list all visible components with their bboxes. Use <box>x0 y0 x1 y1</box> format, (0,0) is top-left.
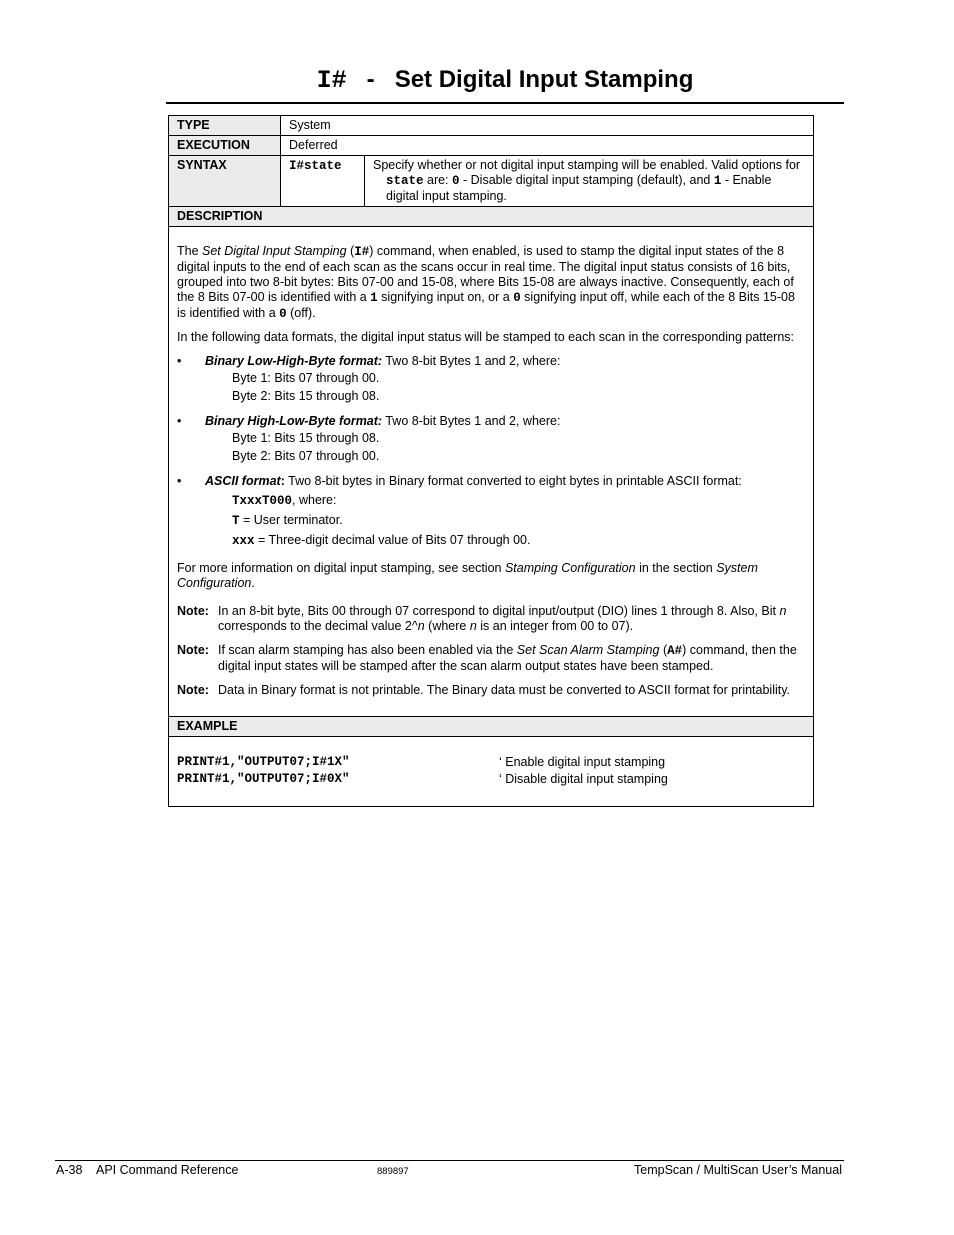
type-label: TYPE <box>169 116 281 136</box>
inline-code: A# <box>667 644 683 658</box>
example-comment: ‘ Enable digital input stamping <box>499 755 666 769</box>
inline-code: T <box>232 514 240 528</box>
example-line <box>177 771 805 788</box>
bullet-sub-line: Byte 1: Bits 07 through 00. <box>232 371 380 385</box>
text-italic: n <box>469 619 477 633</box>
bullet-marker: • <box>177 474 182 488</box>
text-italic: System Configuration <box>177 561 758 590</box>
example-header-row <box>169 717 814 737</box>
syntax-desc-code: 1 <box>713 174 722 188</box>
command-spec-table <box>168 115 814 807</box>
footer-manual-title: TempScan / MultiScan User’s Manual <box>634 1163 842 1177</box>
title-rule <box>166 102 844 104</box>
text: ( <box>346 244 355 258</box>
syntax-description <box>365 156 814 207</box>
syntax-label: SYNTAX <box>169 156 281 207</box>
note <box>177 683 805 698</box>
page-title <box>166 66 844 95</box>
bullet-sub-line: Byte 2: Bits 15 through 08. <box>232 388 380 403</box>
text: If scan alarm stamping has also been enabled via the <box>218 643 517 657</box>
text: For more information on digital input stamping, see section <box>177 561 505 575</box>
example-code: PRINT#1,"OUTPUT07;I#1X" <box>177 755 350 769</box>
text: In an 8-bit byte, Bits 00 through 07 correspond to digital input/output (DIO) lines 1 through 8. Also, Bit <box>218 604 780 618</box>
inline-code: 0 <box>279 307 287 321</box>
text: ) command, when enabled, is used to stamp the digital input states of the 8 digital inputs to the end of each scan as the scans occur in real time. The digital input status consists of 16 bits, grouped into two 8-bit bytes: Bits 07-00 and 15-08, where Bits 15-08 are always inactive. Consequently, each of the 8 Bits 07-00 is identified with a <box>177 244 794 304</box>
execution-value: Deferred <box>281 136 814 156</box>
syntax-desc-code: state <box>386 174 424 188</box>
text: in the section <box>635 561 717 575</box>
text-italic: Set Scan Alarm Stamping <box>516 643 660 657</box>
text-italic: n <box>417 619 425 633</box>
note <box>177 643 805 674</box>
bullet-text: Two 8-bit Bytes 1 and 2, where: <box>382 354 561 368</box>
example-line <box>177 754 805 771</box>
syntax-row <box>169 156 814 207</box>
note-label: Note: <box>177 683 209 697</box>
syntax-value <box>281 156 365 207</box>
bullet-sub-line <box>205 491 805 511</box>
bullet-sub-line <box>205 511 805 531</box>
text: Data in Binary format is not printable. The Binary data must be converted to ASCII format for printability. <box>218 683 791 697</box>
text: The <box>177 244 203 258</box>
text: . <box>251 576 255 590</box>
example-code: PRINT#1,"OUTPUT07;I#0X" <box>177 772 350 786</box>
bullet-sub-line: Byte 1: Bits 15 through 08. <box>232 431 380 445</box>
text: , where: <box>292 493 337 507</box>
description-paragraph <box>177 244 805 322</box>
text: is an integer from 00 to 07). <box>476 619 634 633</box>
example-comment: ‘ Disable digital input stamping <box>499 772 668 786</box>
bullet-item <box>177 474 805 551</box>
note <box>177 604 805 634</box>
text: (where <box>424 619 470 633</box>
description-body-row <box>169 227 814 717</box>
inline-code: TxxxT000 <box>232 494 293 508</box>
text-italic: Stamping Configuration <box>504 561 636 575</box>
footer-rule <box>55 1160 844 1161</box>
footer-section: API Command Reference <box>96 1163 239 1177</box>
inline-code: I# <box>354 245 370 259</box>
description-paragraph <box>177 561 805 591</box>
text-italic: Set Digital Input Stamping <box>202 244 347 258</box>
note-label: Note: <box>177 643 209 657</box>
bullet-text: Two 8-bit Bytes 1 and 2, where: <box>382 414 561 428</box>
description-paragraph: In the following data formats, the digital input status will be stamped to each scan in the corresponding patterns: <box>177 330 795 344</box>
bullet-item <box>177 414 805 465</box>
example-body <box>169 737 814 807</box>
note-label: Note: <box>177 604 209 618</box>
bullet-text: Two 8-bit bytes in Binary format converted to eight bytes in printable ASCII format: <box>284 474 742 488</box>
text-italic: n <box>779 604 787 618</box>
text: = Three-digit decimal value of Bits 07 through 00. <box>254 533 531 547</box>
inline-code: 1 <box>370 291 378 305</box>
type-row <box>169 116 814 136</box>
execution-row <box>169 136 814 156</box>
description-body <box>169 227 814 717</box>
title-command: I# <box>316 66 347 95</box>
footer-page-number: A-38 <box>56 1163 83 1177</box>
example-body-row <box>169 737 814 807</box>
title-text: Set Digital Input Stamping <box>394 66 694 93</box>
title-separator: - <box>366 66 375 93</box>
syntax-desc-text: - Disable digital input stamping (default), and <box>459 173 714 187</box>
inline-code: xxx <box>232 534 255 548</box>
text: ) command, then the digital input states will be stamped after the scan alarm output states have been stamped. <box>218 643 797 673</box>
bullet-sub-line <box>205 531 805 551</box>
text: = User terminator. <box>239 513 343 527</box>
syntax-code: I#state <box>289 159 342 173</box>
syntax-desc-text: Specify whether or not digital input stamping will be enabled. Valid options for <box>373 158 801 172</box>
description-label: DESCRIPTION <box>169 207 814 227</box>
text: corresponds to the decimal value 2^ <box>218 619 418 633</box>
text: signifying input off, while each of the 8 Bits 15-08 is identified with a <box>177 290 795 320</box>
bullet-item <box>177 354 805 405</box>
syntax-desc-text: are: <box>423 173 453 187</box>
example-label: EXAMPLE <box>169 717 814 737</box>
bullet-marker: • <box>177 414 182 428</box>
bullet-heading: ASCII format <box>205 474 281 488</box>
bullet-heading: Binary Low-High-Byte format: <box>205 354 383 368</box>
bullet-colon: : <box>280 474 285 488</box>
text: (off). <box>286 306 316 320</box>
execution-label: EXECUTION <box>169 136 281 156</box>
footer-doc-number: 889897 <box>377 1166 409 1177</box>
bullet-sub-line: Byte 2: Bits 07 through 00. <box>232 448 380 463</box>
text: ( <box>659 643 668 657</box>
text: signifying input on, or a <box>377 290 514 304</box>
inline-code: 0 <box>513 291 521 305</box>
type-value: System <box>281 116 814 136</box>
bullet-marker: • <box>177 354 182 368</box>
description-header-row <box>169 207 814 227</box>
syntax-desc-code: 0 <box>452 174 460 188</box>
syntax-desc-text: - Enable digital input stamping. <box>386 173 772 203</box>
bullet-heading: Binary High-Low-Byte format: <box>205 414 383 428</box>
